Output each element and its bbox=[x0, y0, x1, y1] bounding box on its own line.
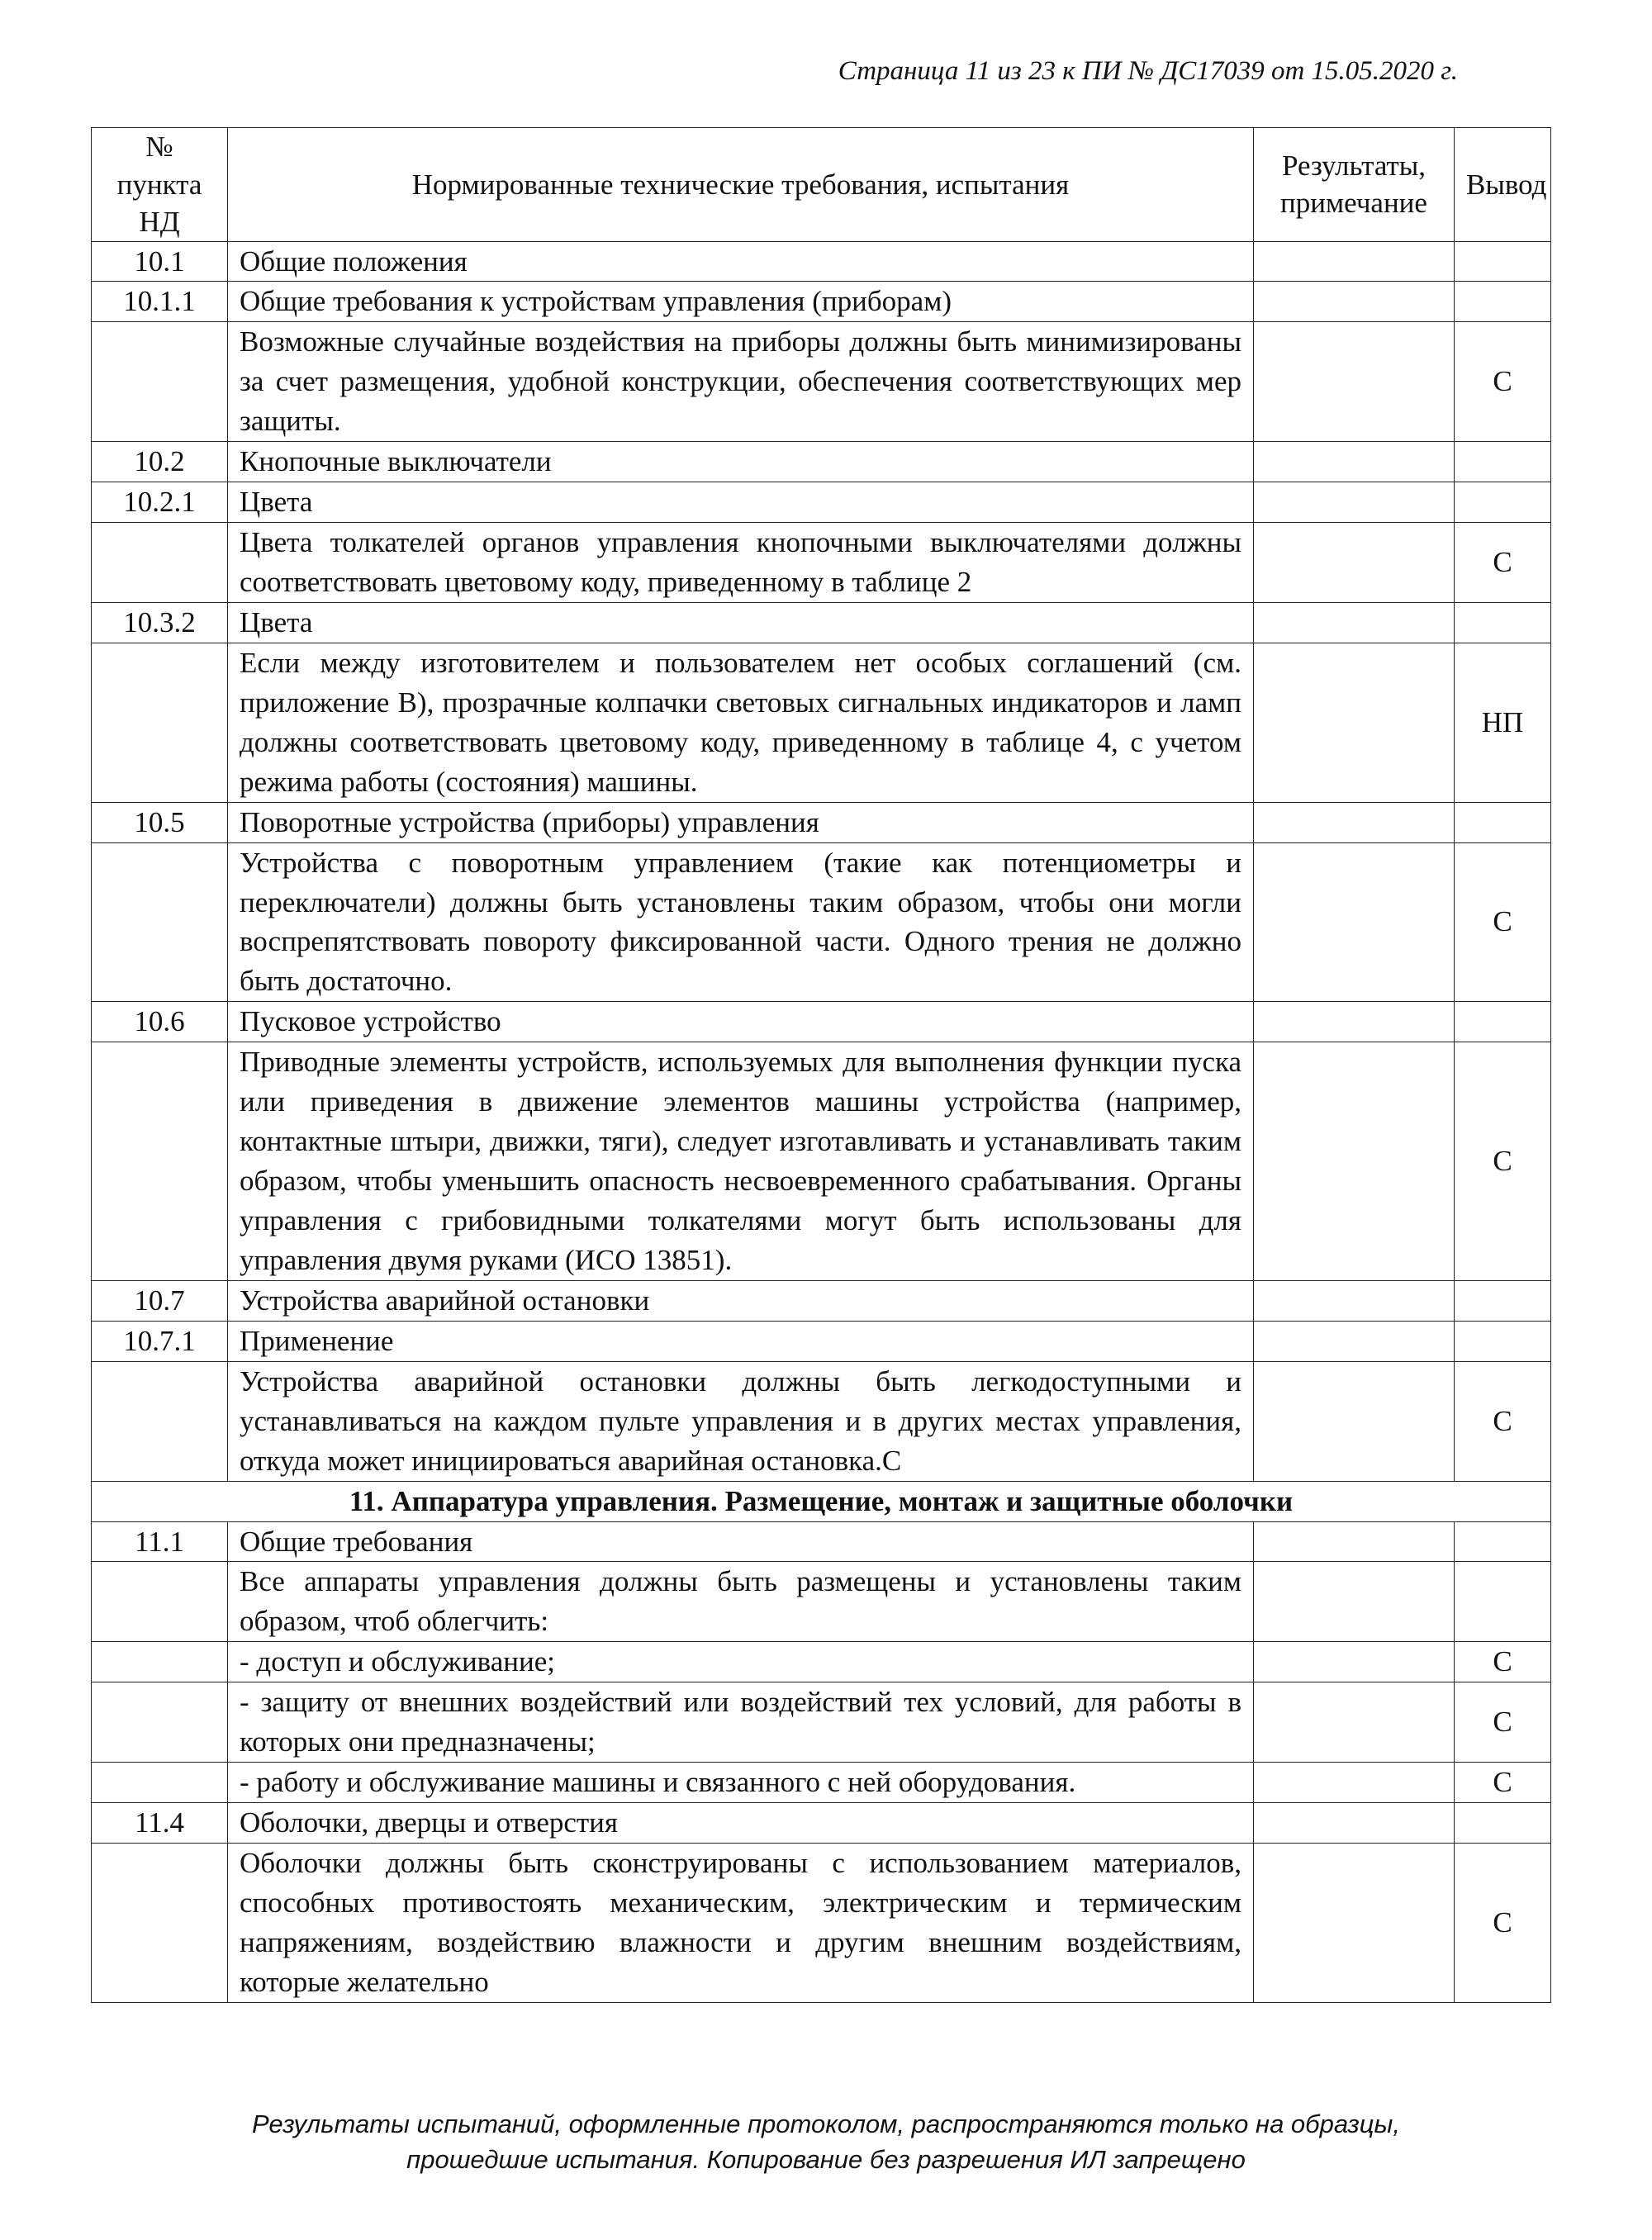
verdict-cell: С bbox=[1455, 1042, 1551, 1281]
results-cell bbox=[1254, 1562, 1455, 1642]
requirement-text: Устройства с поворотным управлением (такие как потенциометры и переключатели) должны быть установлены таким образом, чтобы они могли воспрепятствовать повороту фиксированной части. Одного трения не должно быть достаточно. bbox=[228, 842, 1254, 1002]
footer-line-1: Результаты испытаний, оформленные протоколом, распространяются только на образцы, bbox=[252, 2109, 1400, 2138]
table-row bbox=[92, 322, 1551, 442]
item-number bbox=[92, 322, 228, 442]
requirement-text: Общие требования к устройствам управления (приборам) bbox=[228, 282, 1254, 322]
item-number: 10.7 bbox=[92, 1280, 228, 1321]
verdict-cell: С bbox=[1455, 1682, 1551, 1763]
verdict-cell: С bbox=[1455, 842, 1551, 1002]
results-cell bbox=[1254, 842, 1455, 1002]
requirement-text: Все аппараты управления должны быть размещены и установлены таким образом, чтоб облегчить: bbox=[228, 1562, 1254, 1642]
results-cell bbox=[1254, 1002, 1455, 1042]
page-reference-header: Страница 11 из 23 к ПИ № ДС17039 от 15.05.2020 г. bbox=[838, 56, 1458, 86]
requirement-text: - доступ и обслуживание; bbox=[228, 1642, 1254, 1682]
verdict-cell bbox=[1455, 602, 1551, 643]
table-row bbox=[92, 643, 1551, 802]
verdict-cell bbox=[1455, 1562, 1551, 1642]
verdict-cell bbox=[1455, 1521, 1551, 1562]
section-row bbox=[92, 1481, 1551, 1521]
item-number: 10.1 bbox=[92, 241, 228, 282]
verdict-cell: С bbox=[1455, 1844, 1551, 2003]
table-row bbox=[92, 802, 1551, 842]
footer-line-2: прошедшие испытания. Копирование без разрешения ИЛ запрещено bbox=[406, 2145, 1246, 2175]
results-cell bbox=[1254, 322, 1455, 442]
table-row bbox=[92, 602, 1551, 643]
item-number bbox=[92, 523, 228, 603]
results-cell bbox=[1254, 602, 1455, 643]
table-row bbox=[92, 1042, 1551, 1281]
item-number: 10.7.1 bbox=[92, 1321, 228, 1361]
table-row bbox=[92, 1280, 1551, 1321]
results-cell bbox=[1254, 1280, 1455, 1321]
table-row bbox=[92, 1562, 1551, 1642]
verdict-cell: НП bbox=[1455, 643, 1551, 802]
verdict-cell: С bbox=[1455, 322, 1551, 442]
results-cell bbox=[1254, 1803, 1455, 1844]
item-number: 10.6 bbox=[92, 1002, 228, 1042]
results-cell bbox=[1254, 1521, 1455, 1562]
item-number bbox=[92, 1361, 228, 1481]
item-number bbox=[92, 1844, 228, 2003]
verdict-cell: С bbox=[1455, 1763, 1551, 1803]
verdict-cell bbox=[1455, 1803, 1551, 1844]
footer-disclaimer bbox=[0, 2106, 1652, 2178]
results-cell bbox=[1254, 482, 1455, 523]
results-cell bbox=[1254, 1763, 1455, 1803]
results-cell bbox=[1254, 241, 1455, 282]
verdict-cell bbox=[1455, 1321, 1551, 1361]
item-number: 10.2 bbox=[92, 442, 228, 482]
requirements-table bbox=[91, 127, 1551, 2003]
header-results: Результаты, примечание bbox=[1254, 128, 1455, 242]
table-row bbox=[92, 1763, 1551, 1803]
requirement-text: Общие положения bbox=[228, 241, 1254, 282]
requirement-text: Общие требования bbox=[228, 1521, 1254, 1562]
requirement-text: Возможные случайные воздействия на приборы должны быть минимизированы за счет размещения, удобной конструкции, обеспечения соответствующих мер защиты. bbox=[228, 322, 1254, 442]
results-cell bbox=[1254, 643, 1455, 802]
requirement-text: Устройства аварийной остановки должны быть легкодоступными и устанавливаться на каждом пульте управления и в других местах управления, откуда может инициироваться аварийная остановка.С bbox=[228, 1361, 1254, 1481]
item-number bbox=[92, 1682, 228, 1763]
results-cell bbox=[1254, 1361, 1455, 1481]
results-cell bbox=[1254, 442, 1455, 482]
results-cell bbox=[1254, 1682, 1455, 1763]
results-cell bbox=[1254, 1844, 1455, 2003]
header-verdict: Вывод bbox=[1455, 128, 1551, 242]
requirement-text: Если между изготовителем и пользователем нет особых соглашений (см. приложение В), прозрачные колпачки световых сигнальных индикаторов и ламп должны соответствовать цветовому коду, приведенному в таблице 4, с учетом режима работы (состояния) машины. bbox=[228, 643, 1254, 802]
table-row bbox=[92, 282, 1551, 322]
table-row bbox=[92, 1321, 1551, 1361]
results-cell bbox=[1254, 1642, 1455, 1682]
item-number bbox=[92, 1642, 228, 1682]
requirement-text: Приводные элементы устройств, используемых для выполнения функции пуска или приведения в движение элементов машины устройства (например, контактные штыри, движки, тяги), следует изготавливать и устанавливать таким образом, чтобы уменьшить опасность несвоевременного срабатывания. Органы управления с грибовидными толкателями могут быть использованы для управления двумя руками (ИСО 13851). bbox=[228, 1042, 1254, 1281]
requirement-text: Кнопочные выключатели bbox=[228, 442, 1254, 482]
item-number: 11.4 bbox=[92, 1803, 228, 1844]
results-cell bbox=[1254, 282, 1455, 322]
requirement-text: Цвета bbox=[228, 602, 1254, 643]
results-cell bbox=[1254, 523, 1455, 603]
verdict-cell bbox=[1455, 1280, 1551, 1321]
verdict-cell bbox=[1455, 802, 1551, 842]
verdict-cell bbox=[1455, 1002, 1551, 1042]
verdict-cell bbox=[1455, 442, 1551, 482]
verdict-cell bbox=[1455, 482, 1551, 523]
verdict-cell bbox=[1455, 241, 1551, 282]
item-number bbox=[92, 643, 228, 802]
requirement-text: - работу и обслуживание машины и связанного с ней оборудования. bbox=[228, 1763, 1254, 1803]
verdict-cell bbox=[1455, 282, 1551, 322]
table-row bbox=[92, 241, 1551, 282]
verdict-cell: С bbox=[1455, 1642, 1551, 1682]
table-row bbox=[92, 842, 1551, 1002]
item-number: 11.1 bbox=[92, 1521, 228, 1562]
verdict-cell: С bbox=[1455, 523, 1551, 603]
table-row bbox=[92, 1803, 1551, 1844]
results-cell bbox=[1254, 1321, 1455, 1361]
header-requirements: Нормированные технические требования, испытания bbox=[228, 128, 1254, 242]
item-number bbox=[92, 1562, 228, 1642]
verdict-cell: С bbox=[1455, 1361, 1551, 1481]
item-number: 10.5 bbox=[92, 802, 228, 842]
requirement-text: Применение bbox=[228, 1321, 1254, 1361]
item-number bbox=[92, 1042, 228, 1281]
requirement-text: Цвета bbox=[228, 482, 1254, 523]
requirement-text: Цвета толкателей органов управления кнопочными выключателями должны соответствовать цветовому коду, приведенному в таблице 2 bbox=[228, 523, 1254, 603]
requirement-text: - защиту от внешних воздействий или воздействий тех условий, для работы в которых они предназначены; bbox=[228, 1682, 1254, 1763]
table-row bbox=[92, 482, 1551, 523]
requirement-text: Пусковое устройство bbox=[228, 1002, 1254, 1042]
table-row bbox=[92, 1002, 1551, 1042]
item-number bbox=[92, 842, 228, 1002]
requirement-text: Оболочки должны быть сконструированы с использованием материалов, способных противостоять механическим, электрическим и термическим напряжениям, воздействию влажности и другим внешним воздействиям, которые желательно bbox=[228, 1844, 1254, 2003]
requirement-text: Поворотные устройства (приборы) управления bbox=[228, 802, 1254, 842]
requirement-text: Оболочки, дверцы и отверстия bbox=[228, 1803, 1254, 1844]
table-row bbox=[92, 1521, 1551, 1562]
item-number bbox=[92, 1763, 228, 1803]
results-cell bbox=[1254, 802, 1455, 842]
section-title: 11. Аппаратура управления. Размещение, монтаж и защитные оболочки bbox=[92, 1481, 1551, 1521]
requirement-text: Устройства аварийной остановки bbox=[228, 1280, 1254, 1321]
table-row bbox=[92, 442, 1551, 482]
table-row bbox=[92, 1682, 1551, 1763]
item-number: 10.2.1 bbox=[92, 482, 228, 523]
table-row bbox=[92, 1642, 1551, 1682]
header-item-number: № пункта НД bbox=[92, 128, 228, 242]
table-row bbox=[92, 523, 1551, 603]
results-cell bbox=[1254, 1042, 1455, 1281]
table-row bbox=[92, 1361, 1551, 1481]
table-row bbox=[92, 1844, 1551, 2003]
item-number: 10.3.2 bbox=[92, 602, 228, 643]
item-number: 10.1.1 bbox=[92, 282, 228, 322]
